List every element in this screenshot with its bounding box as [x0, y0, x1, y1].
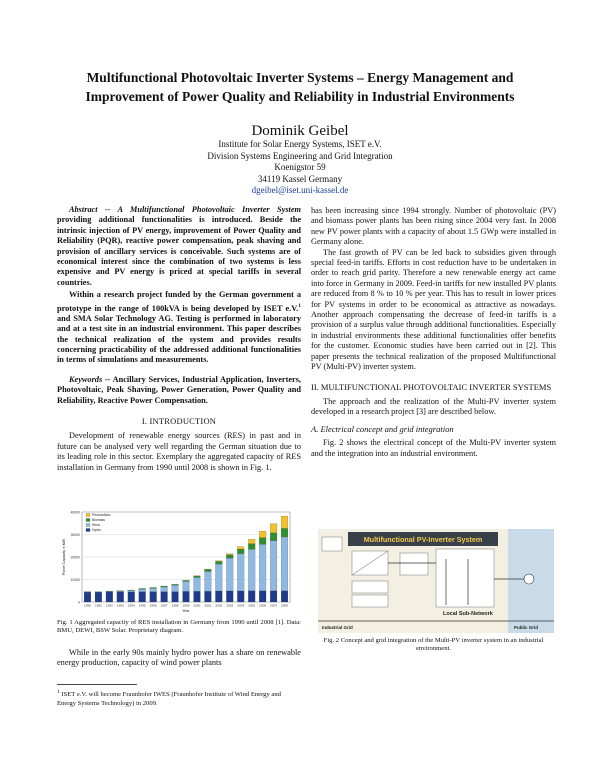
chart-xtick-label: 2000 — [193, 603, 201, 608]
chart-bar-wind — [194, 577, 201, 591]
chart-xtick-label: 1997 — [160, 603, 168, 608]
chart-bar-hydro — [248, 591, 255, 602]
chart-legend-swatch — [86, 529, 90, 532]
chart-bar-photovoltaic — [226, 554, 233, 555]
chart-bar-wind — [183, 581, 190, 591]
chart-ytick-label: 30000 — [70, 533, 80, 537]
chart-xtick-label: 1993 — [116, 603, 124, 608]
chart-bar-hydro — [270, 591, 277, 602]
chart-bar-biomass — [281, 528, 288, 537]
chart-bar-wind — [161, 587, 168, 592]
chart-bar-biomass — [194, 576, 201, 578]
chart-bar-wind — [226, 558, 233, 591]
right-column — [311, 206, 556, 459]
chart-bar-biomass — [237, 549, 244, 554]
chart-bar-hydro — [194, 591, 201, 602]
fig1-caption: Fig. 1 Aggregated capacity of RES installation in Germany from 1990 until 2008 [1]. Data: BMU, DEWI, BSW Solar. Proprietary diagram. — [57, 619, 301, 635]
chart-xtick-label: 2007 — [270, 603, 278, 608]
chart-xtick-label: 2002 — [215, 603, 223, 608]
industrial-grid-label: Industrial Grid — [322, 625, 353, 630]
chart-bar-wind — [270, 541, 277, 591]
chart-xtick-label: 2003 — [226, 603, 234, 608]
chart-bar-wind — [205, 572, 212, 592]
pv-generator-box — [322, 537, 342, 551]
section-heading-multi-pv: II. MULTIFUNCTIONAL PHOTOVOLTAIC INVERTER SYSTEMS — [311, 381, 552, 392]
chart-legend-swatch — [86, 514, 90, 517]
local-subnetwork-label: Local Sub-Network — [443, 611, 493, 617]
chart-bar-hydro — [259, 591, 266, 602]
footnote: $^1$ ISET e.V. will become Fraunhofer IWES (Fraunhofer Institute of Wind Energy and Energy Systems Technology) in 2009. — [57, 689, 281, 707]
chart-bar-photovoltaic — [259, 531, 266, 538]
chart-bar-hydro — [215, 591, 222, 602]
paper-title: Multifunctional Photovoltaic Inverter Systems – Energy Management and Improvement of Power Quality and Reliability in Industrial Environments — [85, 70, 515, 104]
chart-bar-wind — [259, 544, 266, 590]
fig2-diagram — [318, 529, 554, 633]
chart-xtick-label: 1995 — [138, 603, 146, 608]
chart-xtick-label: 1999 — [182, 603, 190, 608]
fig1-chart — [60, 508, 296, 614]
chart-bar-hydro — [84, 592, 91, 602]
chart-bar-biomass — [270, 533, 277, 541]
chart-legend-label: Biomass — [92, 518, 106, 522]
abstract: Abstract -- A Multifunctional Photovoltaic Inverter System providing additional functionalities is introduced. Beside the intrinsic injection of PV energy, improvement of Power Quality and Reliability (PQR), reactive power compensation, peak shaving and provision of ancillary services is conceivable. Such systems are of economical interest since the combination of two systems is less expensive and PV energy is priced at special tariffs in several countries. — [57, 205, 301, 287]
chart-bar-hydro — [226, 591, 233, 602]
chart-bar-photovoltaic — [215, 561, 222, 562]
chart-ytick-label: 40000 — [70, 510, 80, 515]
chart-bar-wind — [128, 590, 135, 591]
chart-bar-hydro — [205, 591, 212, 602]
chart-xtick-label: 1990 — [84, 603, 91, 608]
local-subnetwork-box — [436, 549, 494, 607]
transformer-symbol — [524, 574, 534, 584]
chart-bar-wind — [248, 549, 255, 590]
chart-bar-hydro — [237, 591, 244, 602]
chart-ytick-label: 0 — [78, 600, 80, 605]
chart-xtick-label: 1991 — [94, 603, 102, 608]
chart-bar-hydro — [183, 591, 190, 602]
chart-bar-biomass — [139, 588, 146, 589]
diagram-title: Multifunctional PV-Inverter System — [363, 535, 483, 544]
filter-box — [400, 553, 428, 575]
chart-bar-biomass — [183, 580, 190, 581]
intro-paragraph-2: While in the early 90s mainly hydro power has a share on renewable energy production, capacity of wind power plants — [57, 648, 301, 668]
chart-xtick-label: 2006 — [259, 603, 267, 608]
keywords: Keywords -- Ancillary Services, Industrial Application, Inverters, Photovoltaic, Peak Shaving, Power Generation, Power Quality and Reliability, Reactive Power Compensation. — [57, 374, 301, 405]
chart-xtick-label: 1992 — [105, 603, 113, 608]
chart-bar-wind — [117, 591, 124, 592]
public-grid-label: Public Grid — [514, 625, 539, 630]
dc-dc-box — [352, 581, 388, 593]
footnote-rule — [57, 684, 137, 685]
chart-xtick-label: 1996 — [149, 603, 157, 608]
left-column — [57, 205, 301, 473]
section-heading-introduction: I. INTRODUCTION — [141, 416, 217, 427]
intro-paragraph-3: The fast growth of PV can be led back to subsidies given through special feed-in tariffs. Efforts in cost reduction have to be undertaken in order to reach grid parity. Therefore a new renewable energy act came into force in Germany in 2009. Feed-in tariffs for new installed PV plants are reduced from 8 % to 10 % per year. This has to result in lower prices for PV systems in order to be economical as attractive as nowadays. Another approach compensating the decrease of feed-in tariffs is a provision of a surplus value through additional functionalities. Especially in industrial environments these additional functionalities offer benefits for the customer. Economic studies have been carried out in [2]. This paper presents the technical realization of the proposed Multifunctional PV (Multi-PV) inverter system. — [311, 247, 556, 372]
chart-xtick-label: 1994 — [127, 603, 135, 608]
chart-bar-hydro — [150, 592, 157, 602]
chart-bar-photovoltaic — [270, 524, 277, 533]
chart-bar-wind — [281, 537, 288, 591]
chart-bar-hydro — [117, 592, 124, 602]
chart-bar-hydro — [106, 592, 113, 602]
chart-bar-hydro — [95, 592, 102, 602]
abstract-para2: Within a research project funded by the German government a prototype in the range of 100kVA is being developed by ISET e.V.$^1$ and SMA Solar Technology AG. Testing is performed in laboratory and at a test site in an industrial environment. This paper describes the technical realization of the system and provides results concerning practicability of the addressed additional functionalities in terms of simulations and measurements. — [57, 290, 301, 365]
chart-bar-biomass — [259, 538, 266, 545]
chart-legend-label: Hydro — [92, 528, 102, 532]
chart-bar-wind — [150, 588, 157, 591]
chart-bar-biomass — [161, 586, 168, 587]
chart-ytick-label: 10000 — [70, 578, 80, 582]
chart-xtick-label: 2001 — [204, 603, 212, 608]
chart-bar-wind — [172, 585, 179, 591]
section2-paragraph: The approach and the realization of the Multi-PV inverter system developed in a research project [3] are described below. — [311, 396, 556, 417]
chart-bar-wind — [237, 554, 244, 591]
affiliation: Institute for Solar Energy Systems, ISET e.V. Division Systems Engineering and Grid Integration Koenigstor 59 34119 Kassel Germany dgeibel@iset.uni-kassel.de — [0, 139, 600, 197]
chart-ylabel: Power Capacity in MW — [62, 538, 66, 576]
chart-bar-biomass — [205, 569, 212, 571]
chart-bar-wind — [215, 564, 222, 591]
chart-bar-biomass — [215, 561, 222, 564]
chart-bar-biomass — [226, 555, 233, 558]
chart-legend-label: Photovoltaic — [92, 513, 111, 517]
fig2-caption: Fig. 2 Concept and grid integration of the Multi-PV inverter system in an industrial environment. — [323, 637, 544, 653]
chart-xlabel: Year — [182, 609, 190, 613]
author-name: Dominik Geibel — [251, 123, 349, 139]
intro-continued: has been increasing since 1994 strongly. Number of photovoltaic (PV) and biomass power plants has been rising since 2004 very fast. In 2008 new PV power plants with a capacity of about 1.5 GWp were installed in Germany alone. — [311, 206, 556, 247]
chart-bar-biomass — [172, 584, 179, 585]
chart-bar-hydro — [128, 592, 135, 602]
chart-bar-biomass — [150, 587, 157, 588]
chart-bar-hydro — [161, 592, 168, 602]
chart-bar-hydro — [139, 592, 146, 602]
chart-legend-label: Wind — [92, 523, 100, 527]
chart-bar-biomass — [248, 544, 255, 550]
chart-legend-swatch — [86, 524, 90, 527]
chart-ytick-label: 20000 — [70, 555, 80, 560]
intro-paragraph: Development of renewable energy sources (RES) in past and in future can be analysed very well regarding the German situation due to its leading role in this sector. Exemplary the aggregated capacity of RES installation in Germany from 1990 until 2008 is shown in Fig. 1. — [57, 431, 301, 472]
chart-bar-photovoltaic — [237, 547, 244, 549]
battery-box — [352, 595, 388, 607]
chart-xtick-label: 2008 — [281, 603, 288, 608]
chart-legend-swatch — [86, 519, 90, 522]
email-link[interactable]: dgeibel@iset.uni-kassel.de — [251, 185, 349, 196]
chart-bar-hydro — [281, 591, 288, 602]
subsection-heading: A. Electrical concept and grid integration — [311, 423, 454, 434]
chart-xtick-label: 2004 — [237, 603, 245, 608]
chart-bar-photovoltaic — [281, 516, 288, 528]
chart-bar-photovoltaic — [248, 539, 255, 544]
chart-bar-wind — [139, 589, 146, 592]
chart-bar-hydro — [172, 592, 179, 602]
chart-xtick-label: 1998 — [171, 603, 179, 608]
chart-xtick-label: 2005 — [248, 603, 256, 608]
section2-paragraph-2: Fig. 2 shows the electrical concept of the Multi-PV inverter system and the integration into an industrial environment. — [311, 438, 556, 458]
